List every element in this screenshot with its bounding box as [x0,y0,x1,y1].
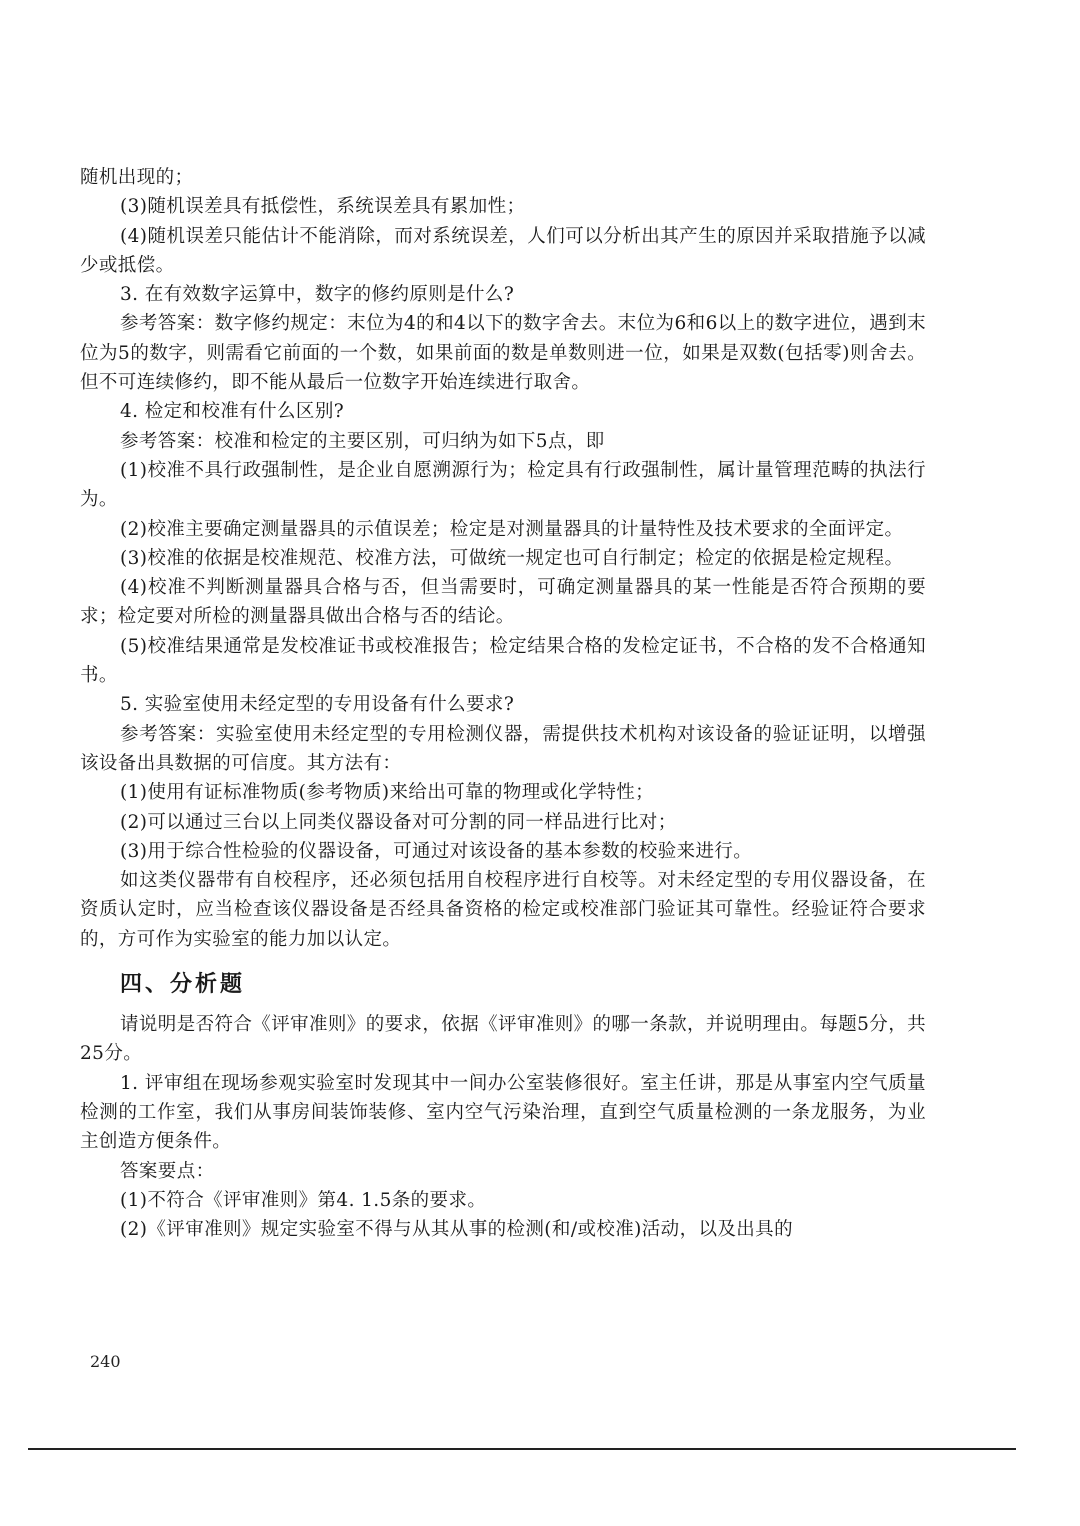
paragraph: 答案要点： [120,1160,215,1182]
paragraph: (4)随机误差只能估计不能消除，而对系统误差，人们可以分析出其产生的原因并采取措施予以减少或抵偿。 [80,225,926,276]
paragraph: (3)随机误差具有抵偿性，系统误差具有累加性； [120,196,526,218]
paragraph: (5)校准结果通常是发校准证书或校准报告；检定结果合格的发检定证书，不合格的发不合格通知书。 [80,635,926,687]
paragraph: (3)校准的依据是校准规范、校准方法，可做统一规定也可自行制定；检定的依据是检定规程。 [120,547,904,569]
paragraph: (4)校准不判断测量器具合格与否，但当需要时，可确定测量器具的某一性能是否符合预期的要求；检定要对所检的测量器具做出合格与否的结论。 [80,577,926,628]
paragraph: 1. 评审组在现场参观实验室时发现其中一间办公室装修很好。室主任讲，那是从事室内空气质量检测的工作室，我们从事房间装饰装修、室内空气污染治理，直到空气质量检测的一条龙服务，为业主创造方便条件。 [80,1072,926,1153]
section-text [80,1010,926,1244]
paragraph: 参考答案：校准和检定的主要区别，可归纳为如下5点，即 [120,430,605,452]
paragraph: 参考答案：数字修约规定：末位为4的和4以下的数字舍去。末位为6和6以上的数字进位，遇到末位为5的数字，则需看它前面的一个数，如果前面的数是单数则进一位，如果是双数(包括零)则舍去。但不可连续修约，即不能从最后一位数字开始连续进行取舍。 [80,313,926,394]
paragraph: (2)《评审准则》规定实验室不得与从其从事的检测(和/或校准)活动，以及出具的 [120,1219,793,1241]
paragraph: (1)不符合《评审准则》第4. 1.5条的要求。 [120,1189,487,1211]
paragraph: 5. 实验室使用未经定型的专用设备有什么要求? [120,694,515,716]
footer-rule [28,1448,1016,1450]
section-heading: 四、分析题 [120,972,246,998]
paragraph: (1)校准不具行政强制性，是企业自愿溯源行为；检定具有行政强制性，属计量管理范畴的执法行为。 [80,459,926,511]
paragraph: 如这类仪器带有自校程序，还必须包括用自校程序进行自校等。对未经定型的专用仪器设备，在资质认定时，应当检查该仪器设备是否经具备资格的检定或校准部门验证其可靠性。经验证符合要求的，方可作为实验室的能力加以认定。 [80,870,926,950]
paragraph: 参考答案：实验室使用未经定型的专用检测仪器，需提供技术机构对该设备的验证证明，以增强该设备出具数据的可信度。其方法有： [80,723,926,774]
paragraph: 4. 检定和校准有什么区别? [120,401,345,423]
paragraph: 请说明是否符合《评审准则》的要求，依据《评审准则》的哪一条款，并说明理由。每题5分，共25分。 [80,1014,926,1065]
body-text [80,163,926,954]
paragraph: (1)使用有证标准物质(参考物质)来给出可靠的物理或化学特性； [120,782,655,804]
page-number: 240 [90,1352,121,1371]
page-content [80,163,926,1244]
paragraph: (2)校准主要确定测量器具的示值误差；检定是对测量器具的计量特性及技术要求的全面评定。 [120,518,904,540]
paragraph: 随机出现的； [80,167,194,188]
paragraph: (3)用于综合性检验的仪器设备，可通过对该设备的基本参数的校验来进行。 [120,840,753,862]
paragraph: (2)可以通过三台以上同类仪器设备对可分割的同一样品进行比对； [120,811,677,833]
paragraph: 3. 在有效数字运算中，数字的修约原则是什么? [120,284,515,306]
